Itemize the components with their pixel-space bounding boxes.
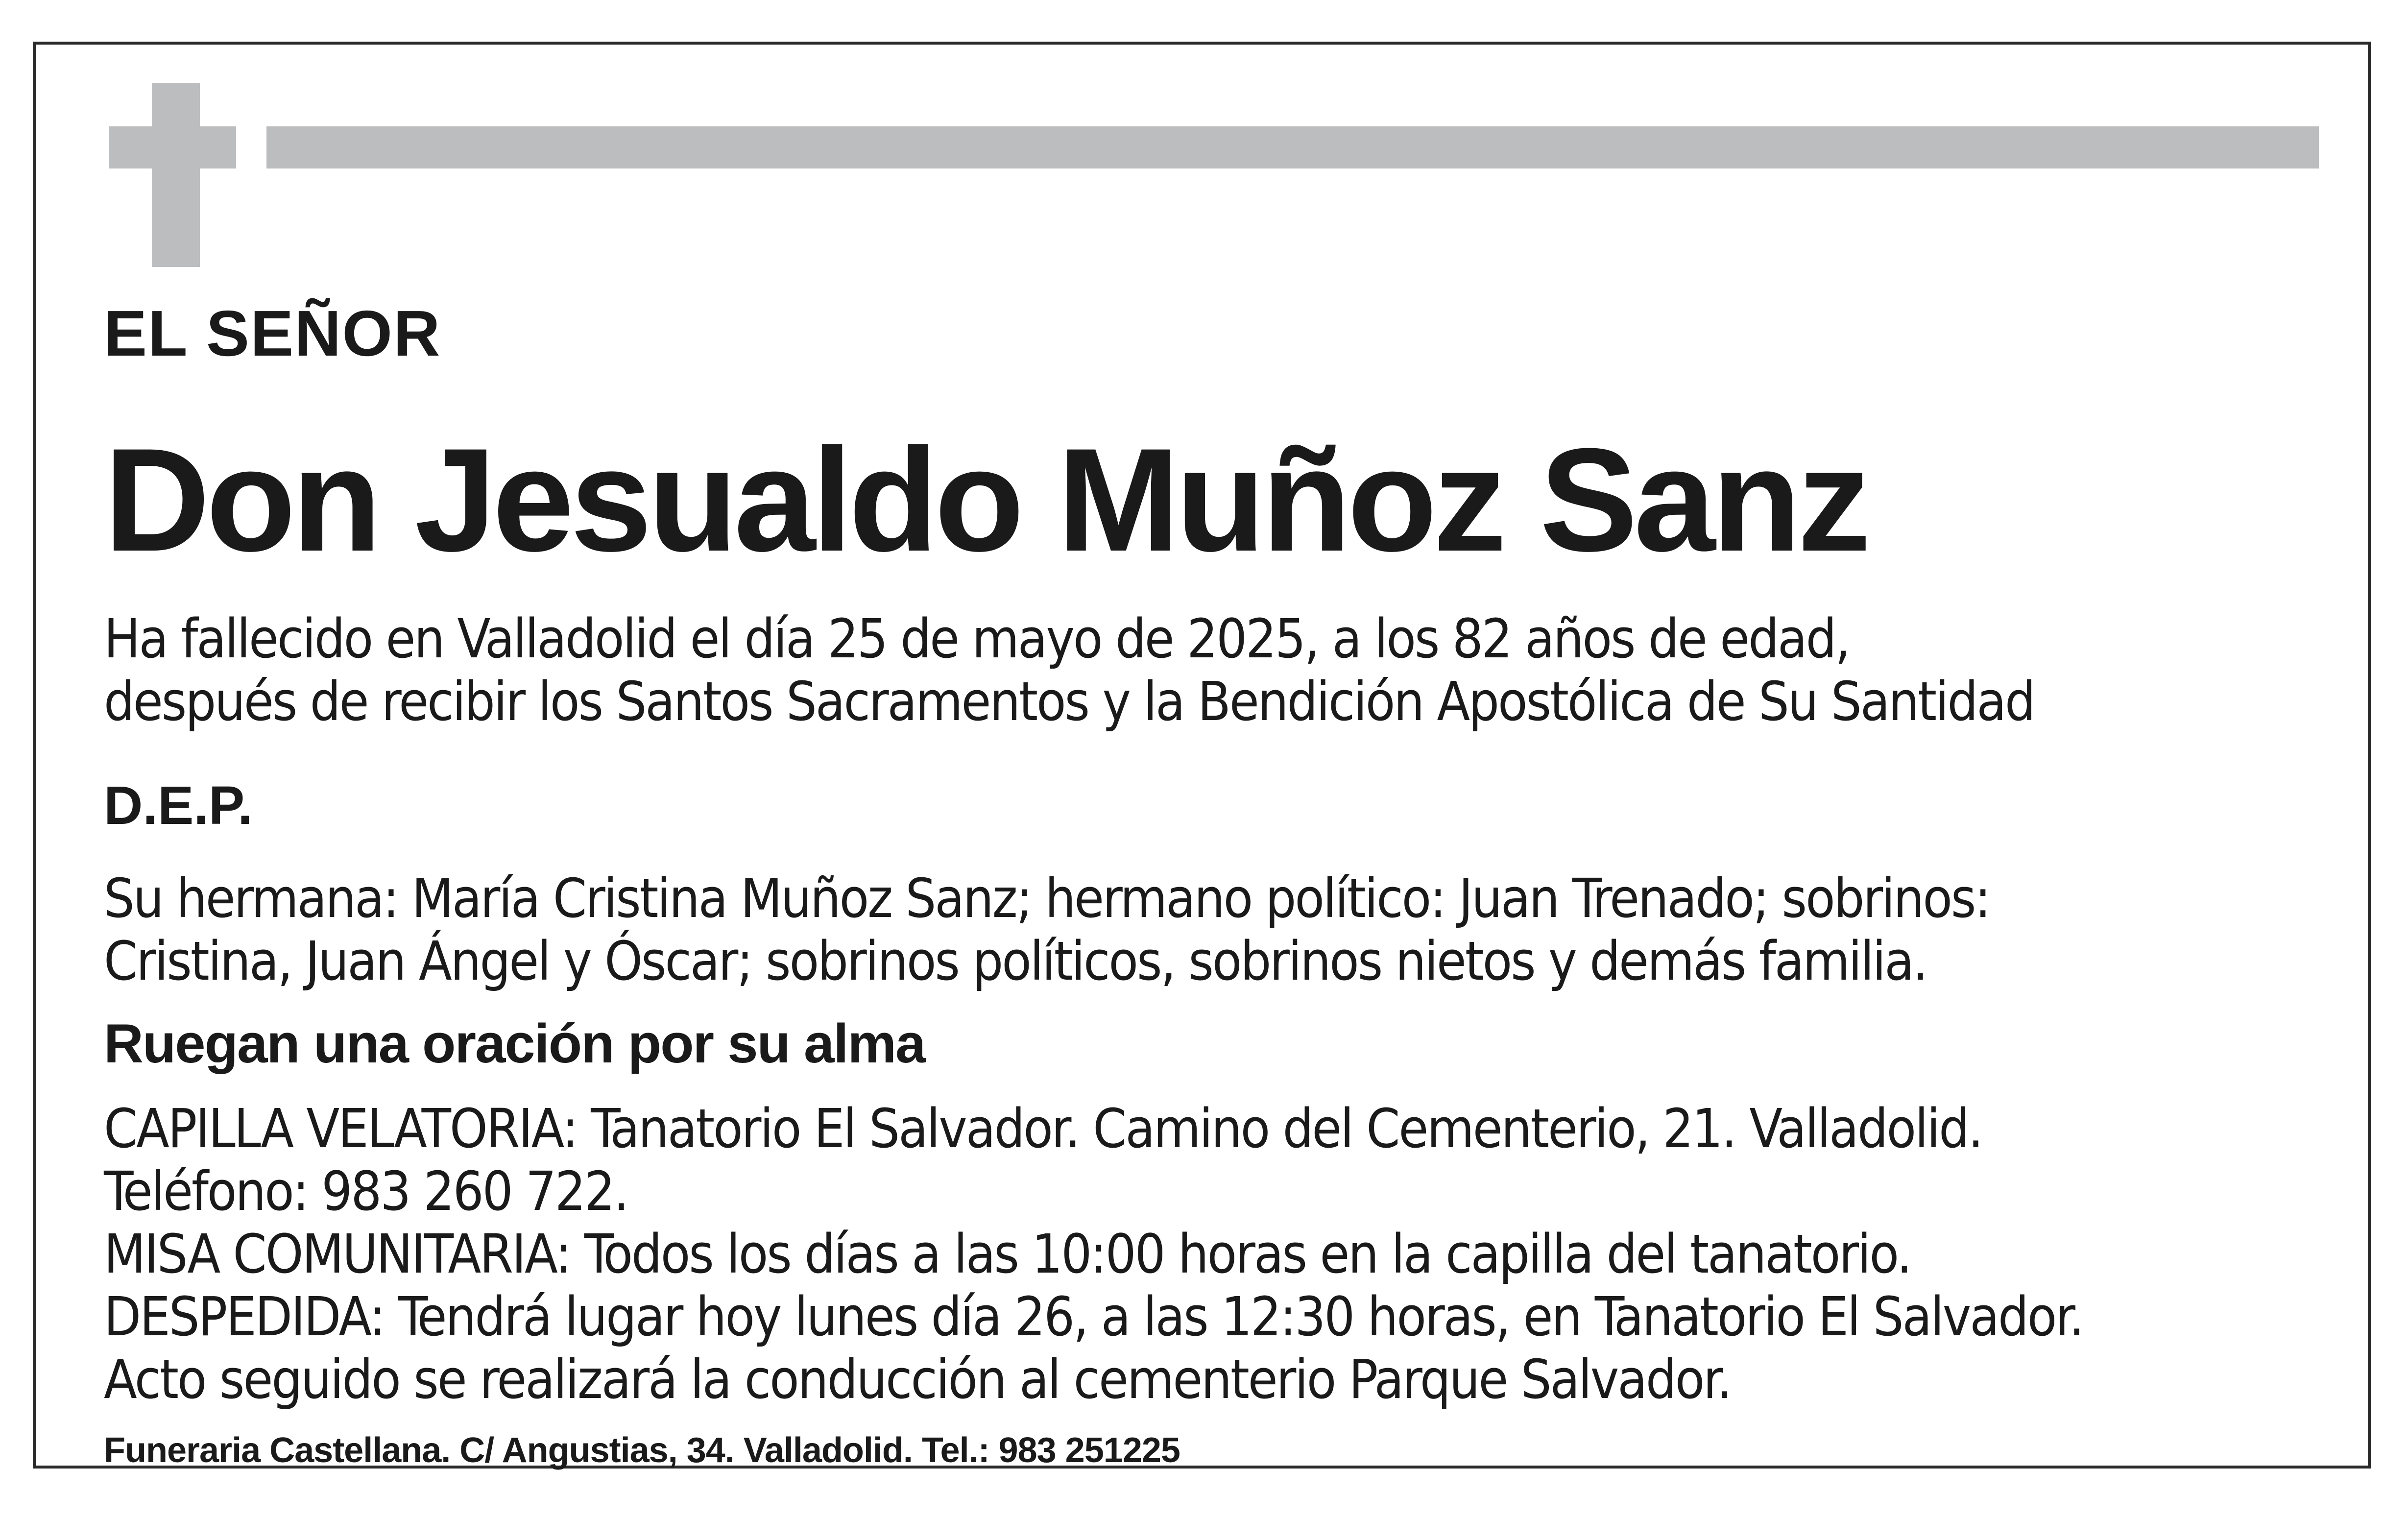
family-line: Su hermana: María Cristina Muñoz Sanz; hermano político: Juan Trenado; sobrinos: [104, 867, 1990, 930]
service-line: CAPILLA VELATORIA: Tanatorio El Salvador. Camino del Cementerio, 21. Valladolid. [104, 1097, 1982, 1160]
service-details [104, 1097, 2083, 1411]
service-line: Teléfono: 983 260 722. [104, 1160, 628, 1223]
death-line: Ha fallecido en Valladolid el día 25 de mayo de 2025, a los 82 años de edad, [104, 607, 1849, 670]
cross-horizontal-bar [109, 126, 236, 169]
dep-abbreviation: D.E.P. [104, 775, 253, 836]
funeral-home-info: Funeraria Castellana. C/ Angustias, 34. Valladolid. Tel.: 983 251225 [104, 1431, 1180, 1470]
deceased-name: Don Jesualdo Muñoz Sanz [104, 417, 1867, 582]
death-announcement [104, 607, 2034, 733]
header-rule [266, 126, 2319, 169]
death-line: después de recibir los Santos Sacramentos y la Bendición Apostólica de Su Santidad [104, 670, 2034, 733]
service-line: Acto seguido se realizará la conducción al cementerio Parque Salvador. [104, 1348, 1731, 1411]
honorific: EL SEÑOR [104, 297, 441, 369]
service-line: MISA COMUNITARIA: Todos los días a las 10:00 horas en la capilla del tanatorio. [104, 1223, 1911, 1285]
cross-vertical-bar [152, 83, 200, 267]
prayer-request: Ruegan una oración por su alma [104, 1013, 925, 1074]
service-line: DESPEDIDA: Tendrá lugar hoy lunes día 26, a las 12:30 horas, en Tanatorio El Salvador. [104, 1285, 2083, 1348]
family-line: Cristina, Juan Ángel y Óscar; sobrinos políticos, sobrinos nietos y demás familia. [104, 930, 1927, 992]
family-list [104, 867, 1990, 992]
